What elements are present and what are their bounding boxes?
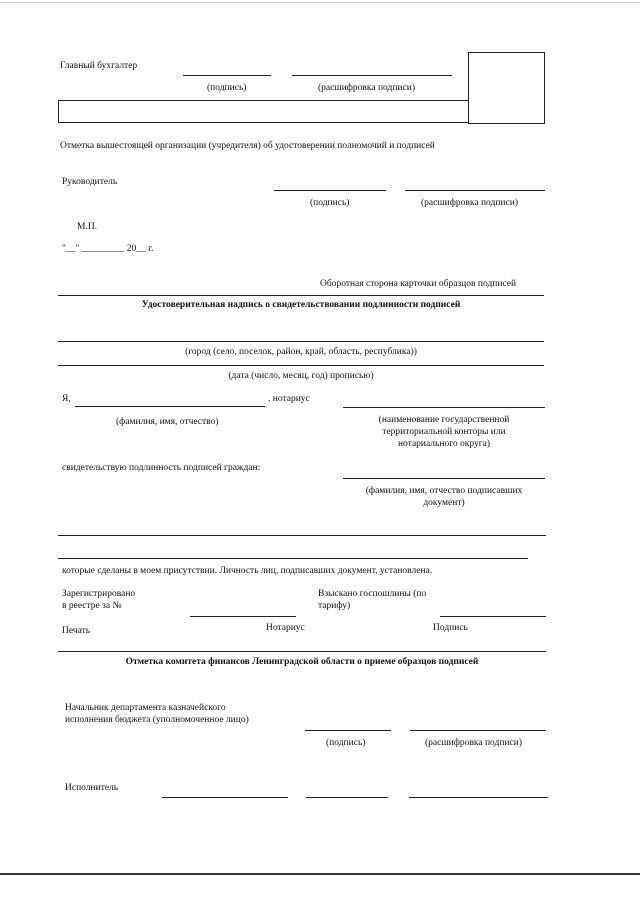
head-label: Руководитель: [62, 177, 118, 187]
chief-decode-line: [292, 75, 452, 76]
office-caption-2: территориальной конторы или: [382, 427, 506, 437]
date-words-line: [58, 365, 544, 366]
reverse-divider: [58, 295, 544, 296]
stamp-place: М.П.: [77, 222, 98, 232]
dept-head-1: Начальник департамента казначейского: [65, 703, 226, 713]
dept-sig-caption: (подпись): [326, 738, 366, 748]
dept-sig-line: [305, 730, 391, 731]
registry-number-line: [190, 616, 296, 617]
registered-2: в реестре за №: [62, 601, 122, 611]
fee-2: тарифу): [318, 601, 351, 611]
signers-caption-1: (фамилия, имя, отчество подписавших: [365, 486, 523, 496]
presence-text: которые сделаны в моем присутствии. Личность лиц, подписавших документ, установлена.: [62, 566, 433, 576]
sample-signature-box: [468, 52, 545, 124]
scan-top-edge: [0, 2, 640, 3]
executor-sig-line: [162, 797, 288, 798]
registered-1: Зарегистрировано: [62, 589, 136, 599]
finance-divider: [58, 651, 546, 652]
office-caption-3: нотариального округа): [397, 439, 491, 449]
head-decode-caption: (расшифровка подписи): [421, 198, 518, 208]
chief-accountant-label: Главный бухгалтер: [60, 61, 138, 71]
head-sig-caption: (подпись): [310, 198, 350, 208]
date-line: "__" _________ 20__ г.: [62, 244, 154, 254]
office-caption-1: (наименование государственной: [378, 415, 510, 425]
executor-name-line: [409, 797, 548, 798]
date-caption: (дата (число, месяц, год) прописью): [228, 371, 374, 381]
head-decode-line: [405, 190, 545, 191]
parent-org-note: Отметка вышестоящей организации (учредителя) об удостоверении полномочий и подписей: [60, 141, 435, 151]
chief-sig-caption: (подпись): [207, 83, 247, 93]
seal-label: Печать: [62, 626, 91, 636]
city-line: [58, 341, 544, 342]
certify-text: свидетельствую подлинность подписей граждан:: [62, 463, 261, 473]
fee-line: [440, 616, 546, 617]
dept-decode-caption: (расшифровка подписи): [425, 738, 522, 748]
scan-bottom-edge: [0, 873, 640, 875]
blank-line-2: [58, 558, 528, 559]
ya-label: Я,: [62, 394, 71, 404]
chief-sig-line: [183, 75, 271, 76]
dept-head-2: исполнения бюджета (уполномоченное лицо): [65, 715, 249, 725]
blank-line-1: [58, 535, 546, 536]
notary-label: Нотариус: [266, 623, 305, 633]
notary-word: , нотариус: [268, 394, 310, 404]
notary-name-line: [75, 406, 265, 407]
chief-decode-caption: (расшифровка подписи): [318, 83, 415, 93]
finance-title: Отметка комитета финансов Ленинградской области о приеме образцов подписей: [125, 657, 479, 667]
reverse-side-note: Оборотная сторона карточки образцов подписей: [320, 279, 517, 289]
office-line: [343, 407, 545, 408]
signature-label: Подпись: [433, 623, 468, 633]
executor-label: Исполнитель: [65, 783, 119, 793]
notary-title: Удостоверительная надпись о свидетельствовании подлинности подписей: [141, 300, 461, 310]
fee-1: Взыскано госпошлины (по: [318, 589, 427, 599]
signers-line: [343, 478, 545, 479]
head-sig-line: [274, 190, 386, 191]
dept-decode-line: [410, 730, 546, 731]
signers-caption-2: документ): [423, 498, 465, 508]
city-caption: (город (село, поселок, район, край, область, республика)): [185, 347, 417, 357]
fio-caption: (фамилия, имя, отчество): [116, 417, 219, 427]
chief-accountant-frame: [58, 100, 469, 123]
executor-phone-line: [306, 797, 388, 798]
